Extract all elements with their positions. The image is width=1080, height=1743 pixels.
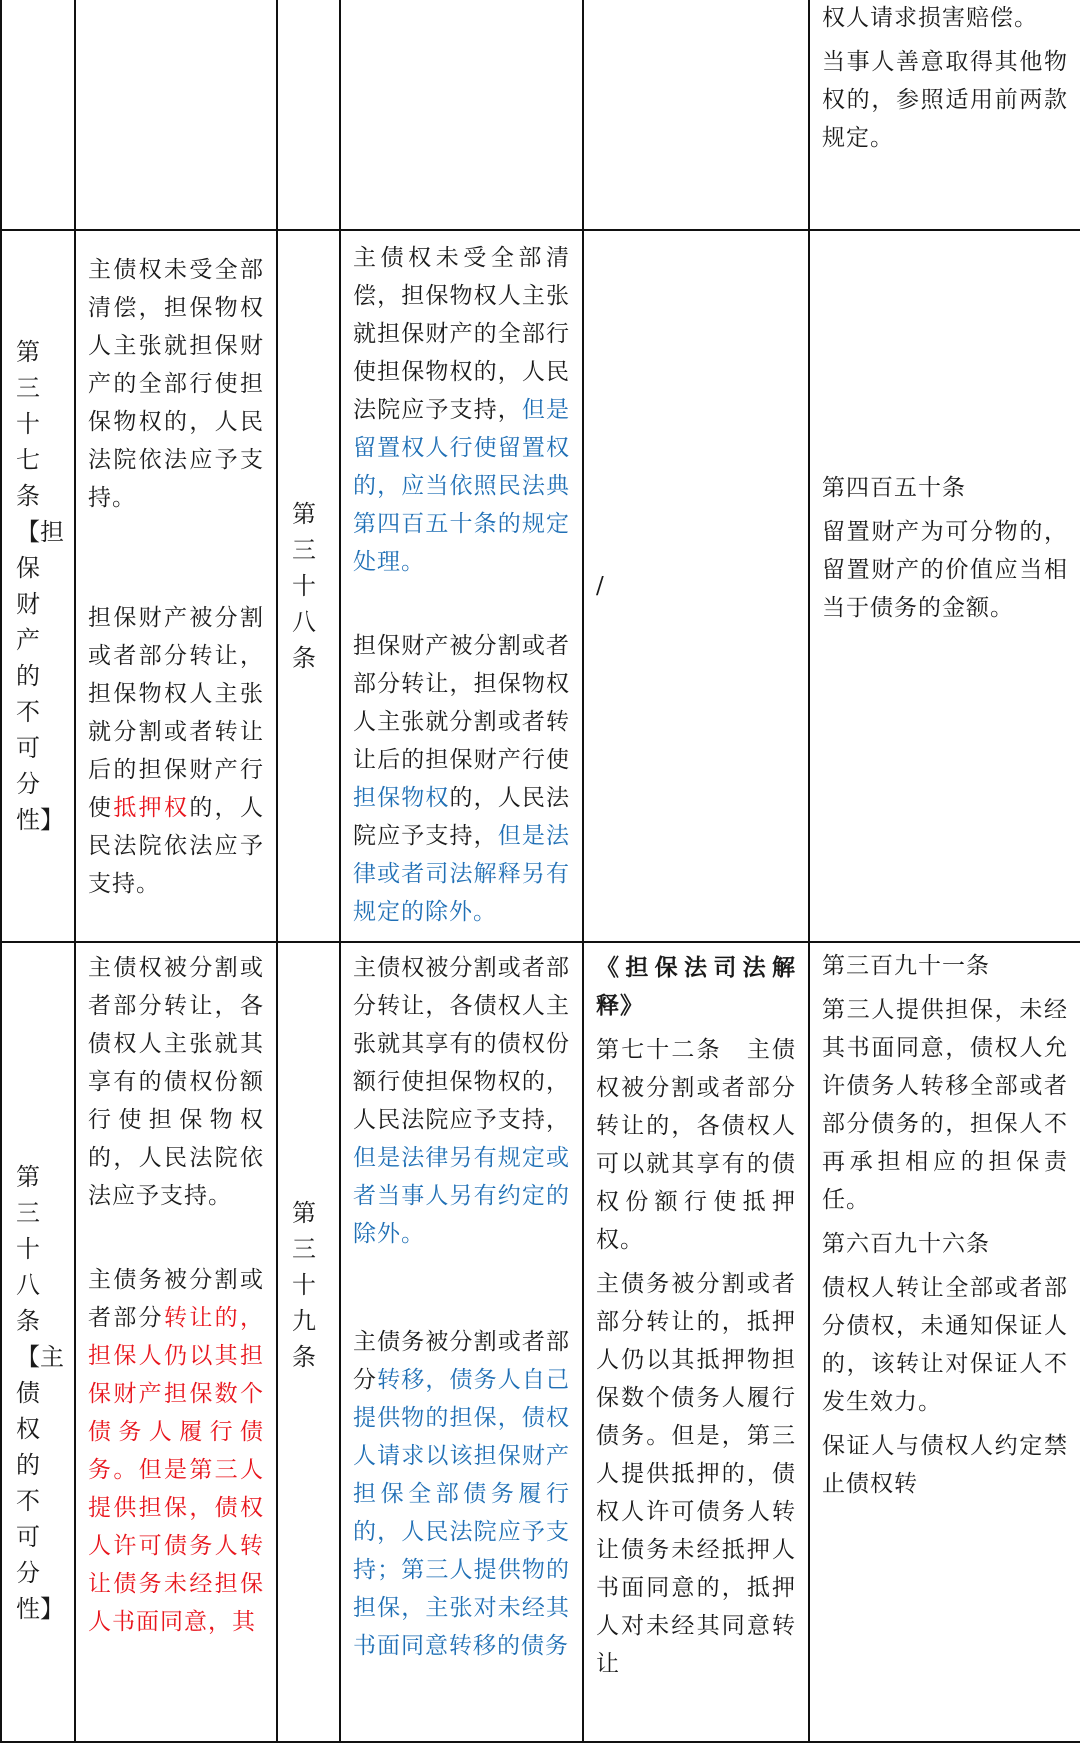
table-row bbox=[1, 230, 1080, 942]
row3-col5 bbox=[583, 942, 809, 1742]
row2-col4-p2 bbox=[353, 627, 570, 931]
article-37-heading: 第三十七条【担保财产的不可分性】 bbox=[16, 338, 64, 834]
row1-col6-p1: 权人请求损害赔偿。 bbox=[822, 5, 1038, 31]
row2-col2 bbox=[75, 230, 277, 942]
article-38-heading: 第三十八条【主债权的不可分性】 bbox=[16, 1163, 64, 1623]
blue-text: 但是法律另有规定或者当事人另有约定的除外。 bbox=[353, 1145, 570, 1247]
text-span: 担保财产被分割或者部分转让，担保物权人主张就分割或者转让后的担保财产行使 bbox=[88, 605, 264, 821]
text-span: 主债权未受全部清偿，担保物权人主张就担保财产的全部行使担保物权的，人民法院应予支持， bbox=[353, 245, 570, 423]
text-span: 主债权被分割或者部分转让，各债权人主张就其享有的债权份额行使担保物权的，人民法院应予支持， bbox=[353, 955, 570, 1133]
row3-col4 bbox=[340, 942, 583, 1742]
row2-col4 bbox=[340, 230, 583, 942]
row3-col4-p2 bbox=[353, 1323, 570, 1665]
article-391-text: 第三人提供担保，未经其书面同意，债权人允许债务人转移全部或者部分债务的，担保人不再承担相应的担保责任。 bbox=[822, 997, 1068, 1213]
article-38-number: 第三十八条 bbox=[292, 500, 316, 672]
text-span: 担保财产被分割或者部分转让，担保物权人主张就分割或者转让后的担保财产行使 bbox=[353, 633, 570, 773]
text-span: 主债务被分割或者部分 bbox=[88, 1267, 264, 1331]
red-text: 抵押权 bbox=[113, 795, 190, 821]
blue-text: 但是留置权人行使留置权的，应当依照民法典第四百五十条的规定处理。 bbox=[353, 397, 570, 575]
row2-col5-text: / bbox=[596, 573, 604, 599]
row3-col2-p1: 主债权被分割或者部分转让，各债权人主张就其享有的债权份额行使担保物权的，人民法院依法应予支持。 bbox=[88, 955, 264, 1209]
article-450-text: 留置财产为可分物的，留置财产的价值应当相当于债务的金额。 bbox=[822, 519, 1068, 621]
article-391-title: 第三百九十一条 bbox=[822, 953, 990, 979]
red-text: 转让的，担保人仍以其担保财产担保数个债务人履行债务。但是第三人提供担保，债权人许可债务人转让债务未经担保人书面同意，其 bbox=[88, 1305, 265, 1635]
article-696-title: 第六百九十六条 bbox=[822, 1231, 990, 1257]
row1-col4 bbox=[340, 0, 583, 230]
row1-col6 bbox=[809, 0, 1080, 230]
article-696-text: 债权人转让全部或者部分债权，未通知保证人的，该转让对保证人不发生效力。 bbox=[822, 1275, 1068, 1415]
row3-col6 bbox=[809, 942, 1080, 1742]
row3-col1 bbox=[1, 942, 75, 1742]
row3-col2 bbox=[75, 942, 277, 1742]
row1-col1 bbox=[1, 0, 75, 230]
judicial-interpretation-title: 《担保法司法解释》 bbox=[596, 954, 796, 1019]
row2-col5 bbox=[583, 230, 809, 942]
row2-col1 bbox=[1, 230, 75, 942]
text-span: 的，人民法院依法应予支持。 bbox=[88, 795, 265, 897]
row2-col6 bbox=[809, 230, 1080, 942]
row3-col4-p1 bbox=[353, 949, 570, 1253]
row1-col2 bbox=[75, 0, 277, 230]
blue-text: 担保物权 bbox=[353, 785, 450, 811]
row3-col2-p2 bbox=[88, 1261, 264, 1641]
row2-col2-p2 bbox=[88, 599, 264, 903]
row2-col4-p1 bbox=[353, 239, 570, 581]
text-span: 主债务被分割或者部分 bbox=[353, 1329, 570, 1393]
row1-col6-p2: 当事人善意取得其他物权的，参照适用前两款规定。 bbox=[822, 49, 1068, 151]
article-39-number: 第三十九条 bbox=[292, 1199, 316, 1371]
article-450-title: 第四百五十条 bbox=[822, 475, 966, 501]
row3-col3 bbox=[277, 942, 340, 1742]
blue-text: 转移，债务人自己提供物的担保，债权人请求以该担保财产担保全部债务履行的，人民法院应予支持；第三人提供物的担保，主张对未经其书面同意转移的债务 bbox=[353, 1367, 570, 1659]
article-72-text: 第七十二条 主债权被分割或者部分转让的，各债权人可以就其享有的债权份额行使抵押权。 bbox=[596, 1037, 796, 1253]
article-696-text-2: 保证人与债权人约定禁止债权转 bbox=[822, 1433, 1068, 1497]
article-72-text-2: 主债务被分割或者部分转让的，抵押人仍以其抵押物担保数个债务人履行债务。但是，第三人提供抵押的，债权人许可债务人转让债务未经抵押人书面同意的，抵押人对未经其同意转让 bbox=[596, 1271, 796, 1677]
table-row bbox=[1, 942, 1080, 1742]
row1-col3 bbox=[277, 0, 340, 230]
row1-col5 bbox=[583, 0, 809, 230]
blue-text: 但是法律或者司法解释另有规定的除外。 bbox=[353, 823, 570, 925]
row2-col2-p1: 主债权未受全部清偿，担保物权人主张就担保财产的全部行使担保物权的，人民法院依法应予支持。 bbox=[88, 257, 264, 511]
table-row bbox=[1, 0, 1080, 230]
row2-col3 bbox=[277, 230, 340, 942]
text-span: 的，人民法院应予支持， bbox=[353, 785, 570, 849]
